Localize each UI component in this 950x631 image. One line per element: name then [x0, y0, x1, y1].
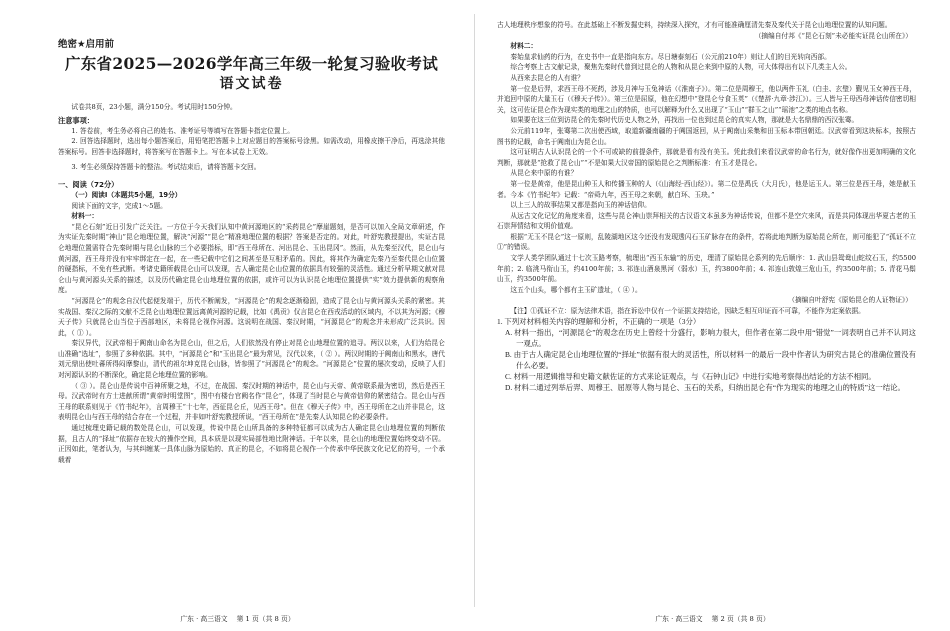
material-2-paragraph: 这五个山头，哪个都有主玉矿遗址，（ ④ ）。: [510, 285, 642, 294]
material-2-source: （摘编自叶舒宪《原始昆仑的人证物证》）: [788, 296, 912, 305]
material-2-paragraph: 从昆仑来中原的有谁？: [510, 169, 578, 178]
material-1-paragraph-continued: 古人地理秩序想象的符号。在此基础上不断发掘史料，持续深入探究，才有可能准确厘清先秦及秦代关于昆仑山地理位置的认知问题。: [497, 21, 892, 29]
material-2-paragraph: 公元前119年，张骞第二次出使西域，取道新疆南疆的于阗国返回，从于阗南山采集和田玉标本带回朝廷。汉武帝看到这块标本，按照古图书的记载，命名于阗南山为昆仑山。: [497, 126, 916, 146]
note-item: 1. 答卷前，考生务必将自己的姓名、准考证号等填写在答题卡指定位置上。: [71, 126, 294, 135]
reading-instruction: 阅读下面的文字，完成1～5题。: [71, 201, 167, 210]
footnote: 【注】①孤证不立：原为法律术语，指在诉讼中仅有一个证据支持结论，因缺乏相互印证而不可靠，不能作为定案依据。: [510, 307, 865, 316]
material-2-paragraph: 从远古文化记忆的角度来看，这些与昆仑神山崇拜相关的古汉语文本虽多为神话传说，但都不是空穴来风，而是共同体现出华夏古老的玉石崇拜情结和文明价值观。: [497, 211, 916, 231]
confidential-label: 绝密★启用前: [58, 39, 115, 50]
material-2-paragraph: 综合考察上古文献记录，聚焦先秦时代曾到过昆仑的人物和从昆仑来到中原的人物，可大体得出有以下几类主人公。: [510, 63, 852, 72]
material-2-paragraph: 根据“无玉不昆仑”这一原则，乱陵湖地区这今还没有发现透闪石玉矿脉存在的条件，若将此地判断为原始昆仑所在，则可能犯了“孤证不立①”的错误。: [497, 232, 916, 252]
material-2-paragraph: 秦始皇求仙药的行为，在史书中一直是指向东方。尽日塘泰刻石（公元前210年）则让人们的目光转向西部。: [510, 52, 831, 61]
section-heading: 一、阅读（72分）: [58, 179, 119, 189]
material-1-paragraph: 秦汉异代，汉武帝相于阗南山命名为昆仑山，但之后，人们依然没有停止对昆仑山地理位置的追寻。两汉以来，人们为给昆仑山准确“选址”，参照了多种依据。其中，“河源昆仑”和“玉出昆仑”最为常见，汉代以来，（ ② ）。两汉时期的于阗南山和黑水，唐代刘元鼎出使吐蕃所得闷摩黎山，清代的祖尔坤克昆仑山脉，皆参照了“河源昆仑”的观念。“河源昆仑”位置的屡次变动，反映了人们对河源认识的不断深化，确定昆仑地理位置的影响。: [58, 339, 445, 380]
material-1-source: （摘编自付邦《“昆仑石刻”未必能实证昆仑山所在》）: [754, 31, 912, 40]
exam-subtitle: 语文试卷: [219, 76, 284, 92]
material-2-paragraph: 这可证明古人认识昆仑的一个不可或缺的前提条件，那就是看有没有美玉。凭此我们来看汉武帝的命名行为，就好像作出更加明确的文化判断，那就是“抢救了昆仑山”“不是如果大汉帝国的原始昆仑之判断标准：有玉才是昆仑。: [497, 148, 916, 167]
page-footer: 广东 · 高三语文 第 2 页（共 8 页）: [655, 615, 770, 623]
page-2: [475, 0, 950, 631]
subsection-heading: （一）阅读Ⅰ（本题共5小题，19分）: [71, 190, 182, 199]
material-2-paragraph: 如果要在这三位到访昆仑的先秦时代历史人物之外，再找出一位也到过昆仑的真实人物，那就是大名鼎鼎的西汉张骞。: [510, 116, 859, 125]
material-2-paragraph: 从西来去昆仑的人有谁？: [510, 73, 584, 82]
exam-title: 广东省2025—2026学年高三年级一轮复习验收考试: [64, 54, 439, 73]
material-2-heading: 材料二：: [510, 42, 538, 51]
material-1-paragraph: 通过梳理史籍记载的数处昆仑山，可以发现，传说中昆仑山所具备的多种特征都可以成为古人确定昆仑山地理位置的判断依据，且古人的“择址”依据存在较大的操作空间，具本质是以现实局部性地比附神话。于年以来，昆仑山的地理位置始终变动不居。正因如此，笔者认为，与其纠缠某一具体山脉为原始的、真正的昆仑，不如将昆仑视作一个传承中华民族文化记忆的符号，一个承载着: [58, 424, 445, 464]
page-footer: 广东 · 高三语文 第 1 页（共 8 页）: [180, 615, 295, 623]
notes-heading: 注意事项：: [58, 115, 94, 125]
exam-info: 试卷共8页，23小题，满分150分。考试用时150分钟。: [71, 103, 237, 111]
material-1-paragraph: （ ③ ）。昆仑山是传说中百神所聚之地，不过，在战国、秦汉时期的神话中，昆仑山与天帝、黄帝联系最为密切，然后是西王母。汉武帝时有方士进献所谓“黄帝时明堂图”，图中有楼台官阙名作“昆仑”，体现了当时昆仑与黄帝信仰的紧密结合。昆仑山与西王母的联系则见于《竹书纪年》，言周穆王“十七年，西征昆仑丘，见西王母”。但在《穆天子传》中，西王母所在之山并非昆仑，这表明昆仑山与西王母的结合存在一个过程，并非如叶舒宪教授所说，“西王母所在”是先秦人认知昆仑的必要条件。: [58, 381, 445, 422]
material-1-paragraph: “河源昆仑”的观念自汉代起便发端于，历代不断阐发，“河源昆仑”的观念逐渐稳固，造成了昆仑山与黄河源头关系的紧密。其实战国、秦汉之际的文献不乏昆仑山地理位置远离黄河源的记载，比如《禹贡》仅言昆仑在西戎活动的区域内，不以其为河源；《穆天子传》只就昆仑山当位于西部地区，未将昆仑视作河源。这说明在战国、秦汉时期，“河源昆仑”的观念并未形成广泛共识。因此，（ ① ）。: [58, 296, 445, 337]
option-b: B. 由于古人确定昆仑山地理位置的“择址”依据有很大的灵活性，所以材料一的最后一段中作者认为研究古昆仑的准确位置没有什么必要。: [505, 350, 916, 371]
material-2-paragraph: 第一位是后羿，求西王母不死药，涉及月神与玉兔神话（《淮南子》）。第二位是周穆王，他以两件玉礼（白圭、玄璧）觐见玉女神西王母，并追回中原的大量玉石（《穆天子传》）。第三位是屈原，他在幻想中“登昆仑兮食玉英”（《楚辞·九章·涉江》）。三人皆与王母西母神话传信密切相关，这可佐证昆仑作为现实类的地理之山的特质，也可以解释为什么又出现了“玉山”“群玉之山”“瑶池”之类的地点名称。: [497, 84, 916, 114]
option-c: C. 材料一用逻辑推导和史籍文献佐证的方式来论证观点，与《石钟山记》中进行实地考察得出结论的方法不相同。: [505, 372, 876, 382]
material-1-paragraph: “昆仑石刻”近日引发广泛关注。一方位于今天我们认知中黄河源地区的“采药昆仑”摩崖题刻，是否可以加入全局文章研述，作为实证先秦时期“神山”昆仑地理位置，解决“河源”“昆仑”精准地理位置的根据？答案是否定的。对此，叶舒宪教授提出，实证古昆仑地理位置需符合先秦时期与昆仑山脉的三个必要指标，即“西王母所在、河出昆仑、玉出昆冈”。然而，从先秦至汉代，昆仑山与黄河源，西王母并没有牢牢绑定在一起，在一些记载中它们之间甚至是互相矛盾的。因此，将其作为确定先秦乃至秦代昆仑山位置的硬指标，不免有些武断。考诸史籍所载昆仑山可以发现，古人确定昆仑山位置的依据具有较强的灵活性。通过分析早期文献对昆仑山与黄河源头关系的描述，以及历代确定昆仑山地理位置的依据，或许可以为认识昆仑地理位置提供“实”效力提供新的观察角度。: [58, 222, 445, 295]
material-2-paragraph: 文学人类学团队通过十七次玉路考察，梳理出“西玉东输”的历史，理清了原始昆仑系列的先后顺序：1. 武山县鸳鸯山蛇纹石玉，约5500年前；2. 临洮马衔山玉，约4100年前；3. 祁连山酒泉黑河（弱水）玉，约3800年前；4. 祁连山敦煌三危山玉，约3500年前；5. 青花马鬃山玉，约3500年前。: [497, 254, 916, 284]
option-a: A. 材料一指出，“河源昆仑”的观念在历史上曾经十分盛行，影响力很大，但作者在第二段中用“错觉”一词表明自己并不认同这一观点。: [505, 328, 916, 349]
option-d: D. 材料二通过列举后羿、周穆王、屈原等人物与昆仑、玉石的关系，归纳出昆仑有“作为现实的地理之山的特质”这一结论。: [505, 383, 905, 393]
question-stem: 1. 下列对材料相关内容的理解和分析，不正确的一项是（3分）: [497, 317, 701, 327]
question-1: [497, 316, 916, 393]
material-2-paragraph: 以上三人的故事结果又都是指向玉的神话信仰。: [510, 201, 651, 210]
material-2-paragraph: 第一位是黄帝，他是昆山种玉人和传播玉种的人（《山海经·西山经》）。第二位是禹氏（大月氏），他是运玉人。第三位是西王母，她是献玉者。今本《竹书纪年》记载：“帝舜九年，西王母之来朝，献白环、玉玦。”: [497, 179, 916, 199]
material-1-heading: 材料一：: [71, 212, 99, 221]
note-item: 3. 考生必须保持答题卡的整洁。考试结束后，请将答题卡交回。: [71, 163, 261, 172]
note-item: 2. 回答选择题时，选出每小题答案后，用铅笔把答题卡上对应题目的答案标号涂黑。如需改动，用橡皮擦干净后，再选涂其他答案标号。回答非选择题时，将答案写在答题卡上。写在本试卷上无效。: [58, 137, 445, 156]
